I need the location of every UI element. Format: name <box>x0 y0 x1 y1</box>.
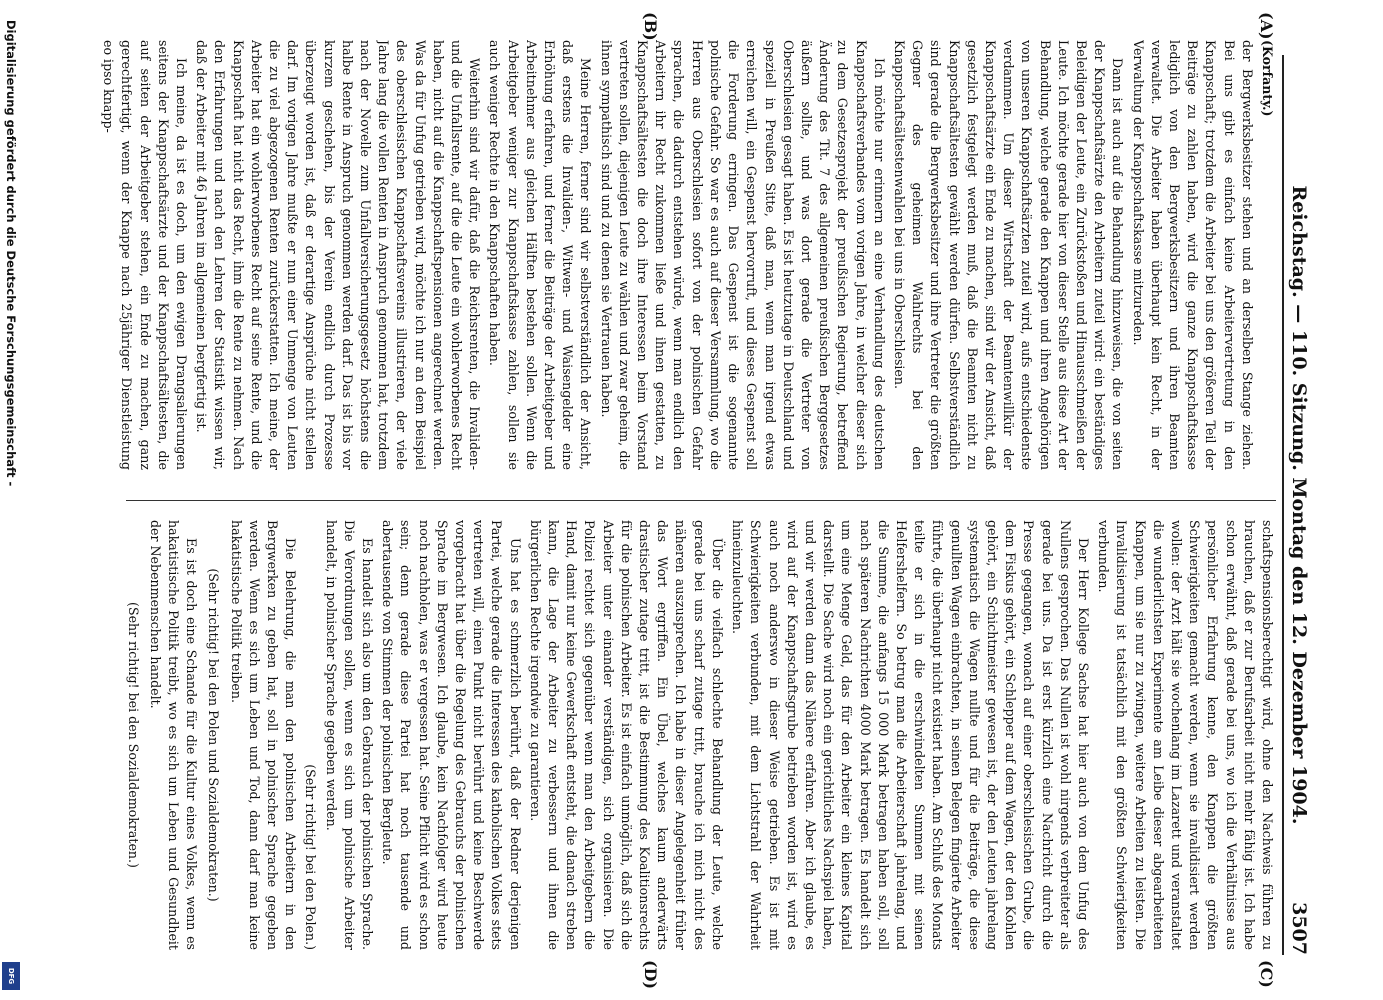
stage-direction: (Sehr richtig! bei den Polen.) <box>303 764 319 950</box>
paragraph: Der Herr Kollege Sachse hat hier auch von dem Unfug des Nullens gesprochen. Das Nullen ist wohl nirgends verbreiteter als gerade bei uns. Da ist erst kürzlich eine Nachricht durch die Presse gegangen, wonach auf einer oberschlesischen Grube, die dem Fiskus gehört, ein Schlepper auf dem Wagen, der den Kohlen gehört, ein Schichtmeister gewesen ist, der den Leuten jahrelang systematisch die Wagen nullte und für die Beiträge, die diese genullten Wagen einbrachten, in seinen Belegen fingierte Arbeiter führte, die überhaupt nicht existiert haben. Am Schluß des Monats teilte er sich in die erschwindelten Summen mit seinen Helfershelfern. So betrug man die Arbeiterschaft jahrelang, und die Summe, die anfangs 15 000 Mark betragen haben soll, soll nach späteren Nachrichten 4000 Mark betragen. Es handelt sich um eine Menge Geld, das für den Arbeiter ein kleines Kapital darstellt. Die Sache wird noch ein gerichtliches Nachspiel haben, und wir werden dann das Nähere erfahren. Aber ich glaube, es wird auf der Knappschaftsgrube betrieben worden ist, wird es auch noch anderswo in dieser Weise getrieben. Es ist mit Schwierigkeiten verbunden, mit dem Lichtstrahl der Wahrheit hineinzuleuchten. <box>730 520 1091 950</box>
digitization-note <box>2 20 24 980</box>
right-column <box>16 520 1276 950</box>
margin-letter-d: (D) <box>641 960 660 990</box>
speaker-name: (Korfanty.) <box>1260 40 1275 117</box>
paragraph: Die Belehrung, die man den polnischen Arbeitern in den Bergwerken zu geben hat, soll in polnischer Sprache gegeben werden. Wenn es sich um Leben und Tod, dann darf man keine hakatistische Politik treiben. <box>228 520 299 950</box>
paragraph: Über die vielfach schlechte Behandlung der Leute, welche gerade bei uns scharf zutage tritt, brauche ich mich nicht des näheren auszusprechen. Ich habe in dieser Angelegenheit früher das Wort ergriffen. Ein Übel, welches kaum anderwärts drastischer zutage tritt, ist die Bestimmung des Koalitionsrechts für die polnischen Arbeiter. Es ist einfach unmöglich, daß sich die Arbeiter unter einander verständigen, sich organisieren. Die Polizei rechtet sich gegenüber wenn man den Arbeitgebern die Hand, damit nur keine Gewerkschaft entsteht, die danach streben kann, die Lage der Arbeiter zu verbessern und ihnen die bürgerlichen Rechte irgendwie zu garantieren. <box>527 520 725 950</box>
header-rule <box>1282 55 1284 955</box>
paragraph: der Bergwerksbesitzer stehen und an derselben Stange ziehen. Bei uns gibt es einfach keine Arbeitervertretung in den Knappschaft; trotzdem die Arbeiter bei uns den größeren Teil der Beiträge zu zahlen haben, wird die ganze Knappschaftskasse lediglich von den Bergwerksbesitzern und ihren Beamten verwaltet. Die Arbeiter haben überhaupt kein Recht, in der Verwaltung der Knappschaftskasse mitzureden. <box>1130 40 1255 470</box>
page-title: Reichstag. — 110. Sitzung. Montag den 12. Dezember 1904. <box>1288 185 1310 825</box>
margin-letter-b: (B) <box>641 12 660 41</box>
digitization-text: Digitalisierung gefördert durch die Deutsche Forschungsgemeinschaft - <box>4 20 18 487</box>
paragraph: Dann ist auch auf die Behandlung hinzuweisen, die von seiten der Knappschaftsärzte den Arbeitern zuteil wird: ein beständiges Beleidigen der Leute, ein Zurückstoßen und Hinausschmeißen der Leute. Ich möchte gerade hier von dieser Stelle aus diese Art der Behandlung, welche gerade den Knappen und ihren Angehörigen von unseren Knappschaftsärzten zuteil wird, aufs entschiedenste verdammen. Um dieser Wirtschaft der Beamtenwillkür der Knappschaftsärzte ein Ende zu machen, sind wir der Ansicht, daß gesetzlich festgelegt werden muß, daß die Beamten nicht zu Knappschaftsältesten gewählt werden dürfen. Selbstverständlich sind gerade die Bergwerksbesitzer und ihre Vertreter die größten Gegner des geheimen Wahlrechts bei den Knappschaftsältestenwahlen bei uns in Oberschlesien. <box>891 40 1126 470</box>
margin-letter-c: (C) <box>1257 960 1276 988</box>
dfg-logo-text: DFG <box>7 967 15 985</box>
paragraph: Meine Herren, ferner sind wir selbstverständlich der Ansicht, daß erstens die Invaliden-, Witwen- und Waisengelder eine Erhöhung erfahren, und ferner die Beiträge der Arbeitgeber und Arbeitnehmer aus gleichen Hälften bestehen sollen. Wenn die Arbeitgeber weniger zur Knappschaftskasse zahlen, sollen sie auch weniger Rechte in den Knappschaften haben. <box>487 40 594 470</box>
stage-direction: (Sehr richtig! bei den Polen und Sozialdemokraten.) <box>206 568 222 902</box>
paragraph: Ich meine, da ist es doch, um den ewigen Drangsalierungen seitens der Knappschaftsärzte und der Knappschaftsältesten, die auf seiten der Arbeitgeber stehen, ein Ende zu machen, ganz gerechtfertigt, wenn der Knappe nach 25jähriger Dienstleistung eo ipso knapp- <box>101 40 190 470</box>
page-number: 3507 <box>1288 902 1310 955</box>
dfg-logo <box>2 962 20 990</box>
column-divider <box>126 500 1276 501</box>
paragraph: Es handelt sich also um den Gebrauch der polnischen Sprache. Die Verordnungen sollen, wenn es sich um polnische Arbeiter handelt, in polnischer Sprache gegeben werden. <box>323 520 376 950</box>
running-head <box>1282 55 1312 955</box>
left-column <box>16 40 1276 470</box>
margin-letter-a: (A) <box>1257 12 1276 40</box>
paragraph: Weiterhin sind wir dafür, daß die Reichsrenten, die Invaliden- und die Unfallsrente, auf die die Leute ein wohlerworbenes Recht haben, nicht auf die Knappschaftspensionen angerechnet werden. Was da für Unfug getrieben wird, möchte ich nur an dem Beispiel des oberschlesischen Knappschaftsvereins illustrieren, der viele Jahre lang die vollen Renten in Anspruch genommen hat, trotzdem nach der Novelle zum Unfallversicherungsgesetz höchstens die halbe Rente in Anspruch genommen werden darf. Das ist bis vor kurzem geschehen, bis der Verein endlich durch Prozesse überzeugt worden ist, daß er derartige Ansprüche nicht stellen darf. Im vorigen Jahre mußte er nun einer Unmenge von Leuten die zu viel abgezogenen Renten zurückerstatten. Ich meine, der Arbeiter hat ein wohlerworbenes Recht auf seine Rente, und die Knappschaft hat nicht das Recht, ihm die Rente zu nehmen. Nach den Erfahrungen und nach den Lehren der Statistik wissen wir, daß der Arbeiter mit 46 Jahren im allgemeinen bergfertig ist. <box>194 40 483 470</box>
stage-direction: (Sehr richtig! bei den Sozialdemokraten.) <box>125 602 141 868</box>
paragraph: Uns hat es schmerzlich berührt, daß der Redner derjenigen Partei, welche gerade die Interessen des katholischen Volkes stets vertreten will, einen Punkt nicht berührt und keine Beschwerde vorgebracht hat über die Regelung des Gebrauchs der polnischen Sprache im Bergwesen. Ich glaube, kein Nachfolger wird heute noch nachholen, was er vergessen hat. Seine Pflicht wird es schon sein; denn gerade diese Partei hat noch tausende und abertausende von Stimmen der polnischen Bergleute. <box>380 520 523 950</box>
paragraph: Es ist doch eine Schande für die Kultur eines Volkes, wenn es hakatistische Politik treibt, wo es sich um Leben und Gesundheit der Nebenmenschen handelt. <box>147 520 200 950</box>
paragraph: schaftspensionsberechtigt wird, ohne den Nachweis führen zu brauchen, daß er zur Berufsarbeit nicht mehr fähig ist. Ich habe schon erwähnt, daß gerade bei uns, wo ich die Verhältnisse aus persönlicher Erfahrung kenne, den Knappen die größten Schwierigkeiten gemacht werden, wenn sie invalidisiert werden wollen: der Arzt hält sie wochenlang im Lazarett und veranstaltet die wunderlichsten Experimente am Leibe dieser abgearbeiteten Knappen, um sie nur zu zwingen, weitere Arbeiten zu leisten. Die Invalidisierung ist tatsächlich mit den größten Schwierigkeiten verbunden. <box>1096 520 1275 950</box>
paragraph: Ich möchte nur erinnern an eine Verhandlung des deutschen Knappschaftsverbandes vom vorigen Jahre, in welcher dieser sich zu dem Gesetzesprojekt der preußischen Regierung, betreffend Änderung des Tit. 7 des allgemeinen preußischen Berggesetzes äußern sollte, und was dort gerade die Vertreter von Oberschlesien gesagt haben. Es ist heutzutage in Deutschland und speziell in Preußen Sitte, daß man, wenn man irgend etwas erreichen will, ein Gespenst hervorruft, und dieses Gespenst soll die Forderung erringen. Das Gespenst ist die sogenannte polnische Gefahr. So war es auch auf dieser Versammlung, wo die Herren aus Oberschlesien sofort von der polnischen Gefahr sprachen, die dadurch entstehen würde, wenn man endlich den Arbeitern ihr Recht zukommen ließe und ihnen gestatten, zu Knappschaftsältesten die doch ihre Interessen beim Vorstand vertreten sollen, diejenigen Leute zu wählen und zwar geheim, die ihnen sympathisch sind und zu denen sie Vertrauen haben. <box>598 40 887 470</box>
